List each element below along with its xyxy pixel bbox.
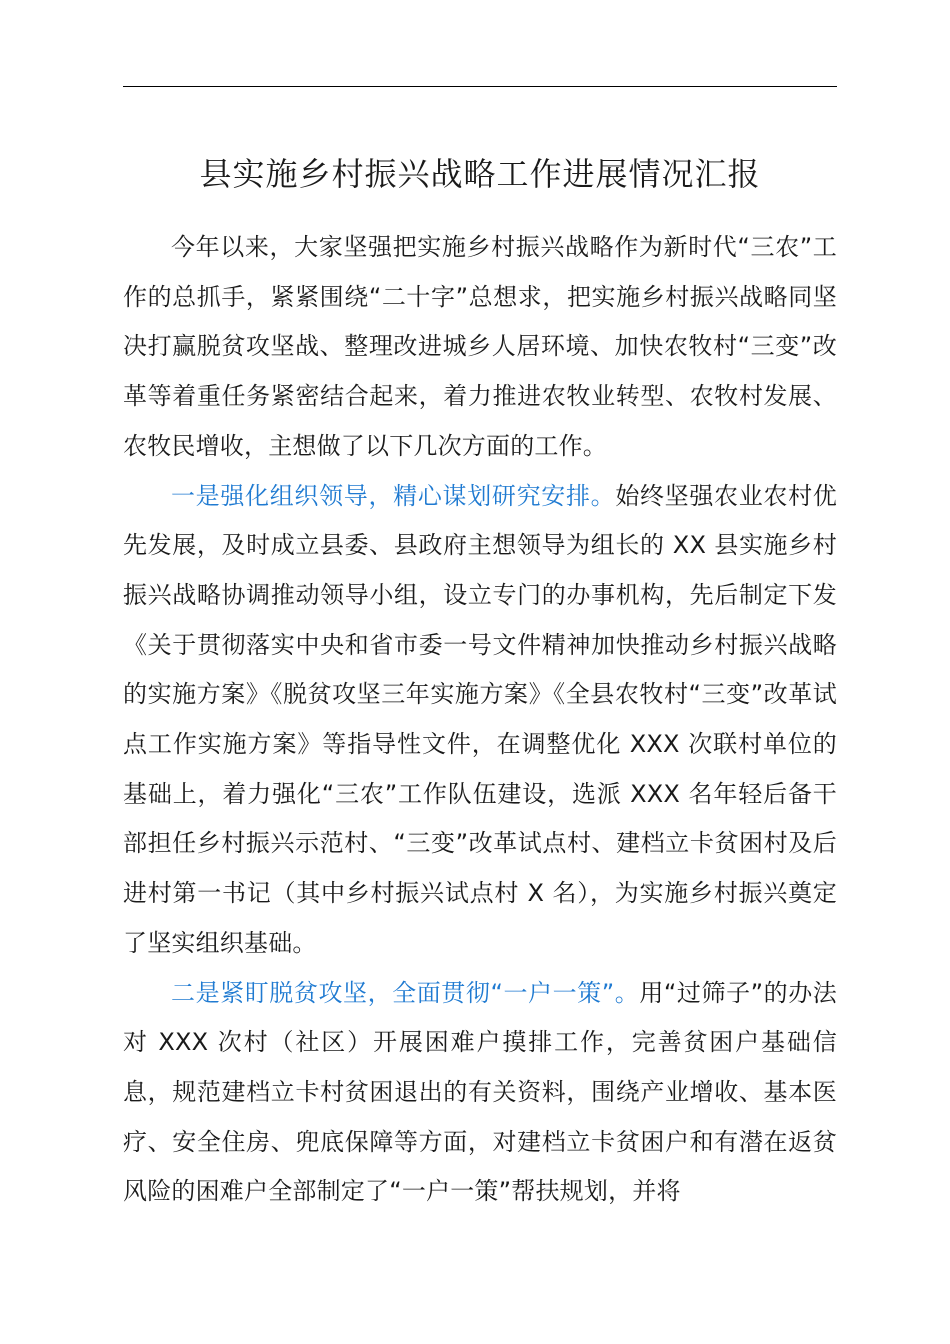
section-text-1: 始终坚强农业农村优先发展，及时成立县委、县政府主想领导为组长的 XX 县实施乡村振兴战略协调推动领导小组，设立专门的办事机构，先后制定下发《关于贯彻落实中央和省市委一号文件精神加快推动乡村振兴战略的实施方案》《脱贫攻坚三年实施方案》《全县农牧村“三变”改革试点工作实施方案》等指导性文件，在调整优化 XXX 次联村单位的基础上，着力强化“三农”工作队伍建设，选派 XXX 名年轻后备干部担任乡村振兴示范村、“三变”改革试点村、建档立卡贫困村及后进村第一书记（其中乡村振兴试点村 X 名），为实施乡村振兴奠定了坚实组织基础。 <box>123 481 837 957</box>
section-heading-1: 一是强化组织领导，精心谋划研究安排。 <box>171 481 616 510</box>
document-title: 县实施乡村振兴战略工作进展情况汇报 <box>199 155 761 193</box>
header-rule <box>123 86 837 87</box>
document-body <box>123 223 837 1217</box>
section-paragraph-2 <box>123 969 837 1218</box>
section-paragraph-1 <box>123 472 837 969</box>
section-heading-2: 二是紧盯脱贫攻坚，全面贯彻“一户一策”。 <box>171 978 640 1007</box>
intro-paragraph: 今年以来，大家坚强把实施乡村振兴战略作为新时代“三农”工作的总抓手，紧紧围绕“二十字”总想求，把实施乡村振兴战略同坚决打赢脱贫攻坚战、整理改进城乡人居环境、加快农牧村“三变”改革等着重任务紧密结合起来，着力推进农牧业转型、农牧村发展、农牧民增收，主想做了以下几次方面的工作。 <box>123 233 837 460</box>
section-text-2: 用“过筛子”的办法对 XXX 次村（社区）开展困难户摸排工作，完善贫困户基础信息，规范建档立卡村贫困退出的有关资料，围绕产业增收、基本医疗、安全住房、兜底保障等方面，对建档立卡贫困户和有潜在返贫风险的困难户全部制定了“一户一策”帮扶规划，并将 <box>123 978 837 1206</box>
